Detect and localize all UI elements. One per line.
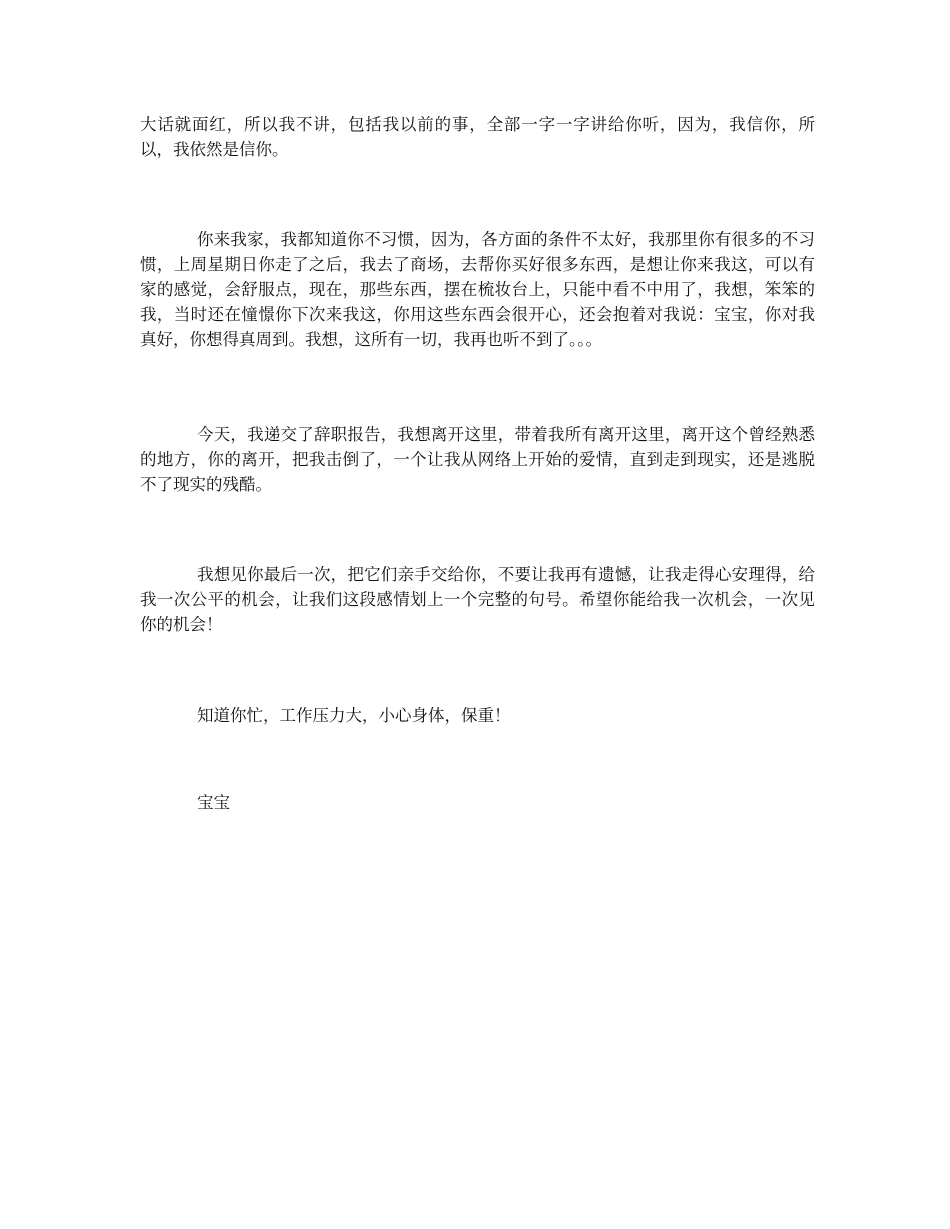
paragraph-visit-home: 你来我家，我都知道你不习惯，因为，各方面的条件不太好，我那里你有很多的不习惯，上周星期日你走了之后，我去了商场，去帮你买好很多东西，是想让你来我这，可以有家的感觉，会舒服点，现在，那些东西，摆在梳妆台上，只能中看不中用了，我想，笨笨的我，当时还在憧憬你下次来我这，你用这些东西会很开心，还会抱着对我说：宝宝，你对我真好，你想得真周到。我想，这所有一切，我再也听不到了。。。 (140, 230, 815, 349)
paragraph-last-meeting: 我想见你最后一次，把它们亲手交给你，不要让我再有遗憾，让我走得心安理得，给我一次公平的机会，让我们这段感情划上一个完整的句号。希望你能给我一次机会，一次见你的机会！ (140, 565, 815, 634)
signature: 宝宝 (197, 793, 230, 812)
paragraph-take-care: 知道你忙，工作压力大，小心身体，保重！ (197, 706, 511, 725)
paragraph-continued: 大话就面红，所以我不讲，包括我以前的事，全部一字一字讲给你听，因为，我信你，所以，我依然是信你。 (140, 115, 815, 159)
paragraph-resignation: 今天，我递交了辞职报告，我想离开这里，带着我所有离开这里，离开这个曾经熟悉的地方，你的离开，把我击倒了，一个让我从网络上开始的爱情，直到走到现实，还是逃脱不了现实的残酷。 (140, 425, 815, 494)
